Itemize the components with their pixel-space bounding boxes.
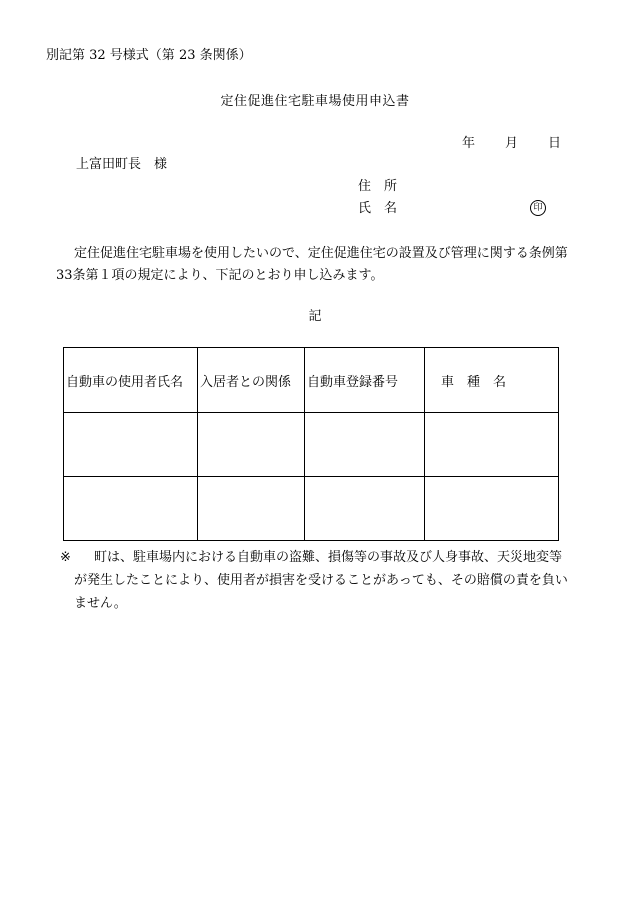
year-label: 年 bbox=[462, 136, 476, 151]
table-cell[interactable] bbox=[305, 413, 425, 477]
header-registration-number: 自動車登録番号 bbox=[305, 348, 425, 413]
date-line bbox=[462, 137, 561, 150]
table-cell[interactable] bbox=[198, 413, 305, 477]
addressee: 上富田町長 様 bbox=[76, 157, 168, 172]
header-relationship: 入居者との関係 bbox=[198, 348, 305, 413]
table-row bbox=[64, 477, 559, 541]
address-label: 住 所 bbox=[358, 179, 398, 194]
note-mark: ※ bbox=[60, 550, 71, 565]
table-row bbox=[64, 413, 559, 477]
header-user-name: 自動車の使用者氏名 bbox=[64, 348, 198, 413]
table-cell[interactable] bbox=[425, 477, 559, 541]
table-cell[interactable] bbox=[64, 413, 198, 477]
vehicle-table bbox=[63, 347, 559, 541]
day-label: 日 bbox=[548, 136, 562, 151]
table-cell[interactable] bbox=[305, 477, 425, 541]
application-body bbox=[56, 243, 584, 287]
ki-heading: 記 bbox=[308, 309, 322, 324]
table-cell[interactable] bbox=[64, 477, 198, 541]
month-label: 月 bbox=[505, 136, 519, 151]
application-body-text: 定住促進住宅駐車場を使用したいので、定住促進住宅の設置及び管理に関する条例第33条第１項の規定により、下記のとおり申し込みます。 bbox=[56, 246, 568, 283]
seal-mark: 印 bbox=[530, 200, 546, 216]
table-cell[interactable] bbox=[425, 413, 559, 477]
header-vehicle-type: 車 種 名 bbox=[425, 348, 559, 413]
document-title: 定住促進住宅駐車場使用申込書 bbox=[220, 94, 410, 109]
table-header-row bbox=[64, 348, 559, 413]
form-number: 別記第 32 号様式（第 23 条関係） bbox=[46, 48, 252, 63]
note-text: 町は、駐車場内における自動車の盗難、損傷等の事故及び人身事故、天災地変等が発生したことにより、使用者が損害を受けることがあっても、その賠償の責を負いません。 bbox=[74, 550, 568, 611]
table-cell[interactable] bbox=[198, 477, 305, 541]
name-label: 氏 名 bbox=[358, 201, 398, 216]
